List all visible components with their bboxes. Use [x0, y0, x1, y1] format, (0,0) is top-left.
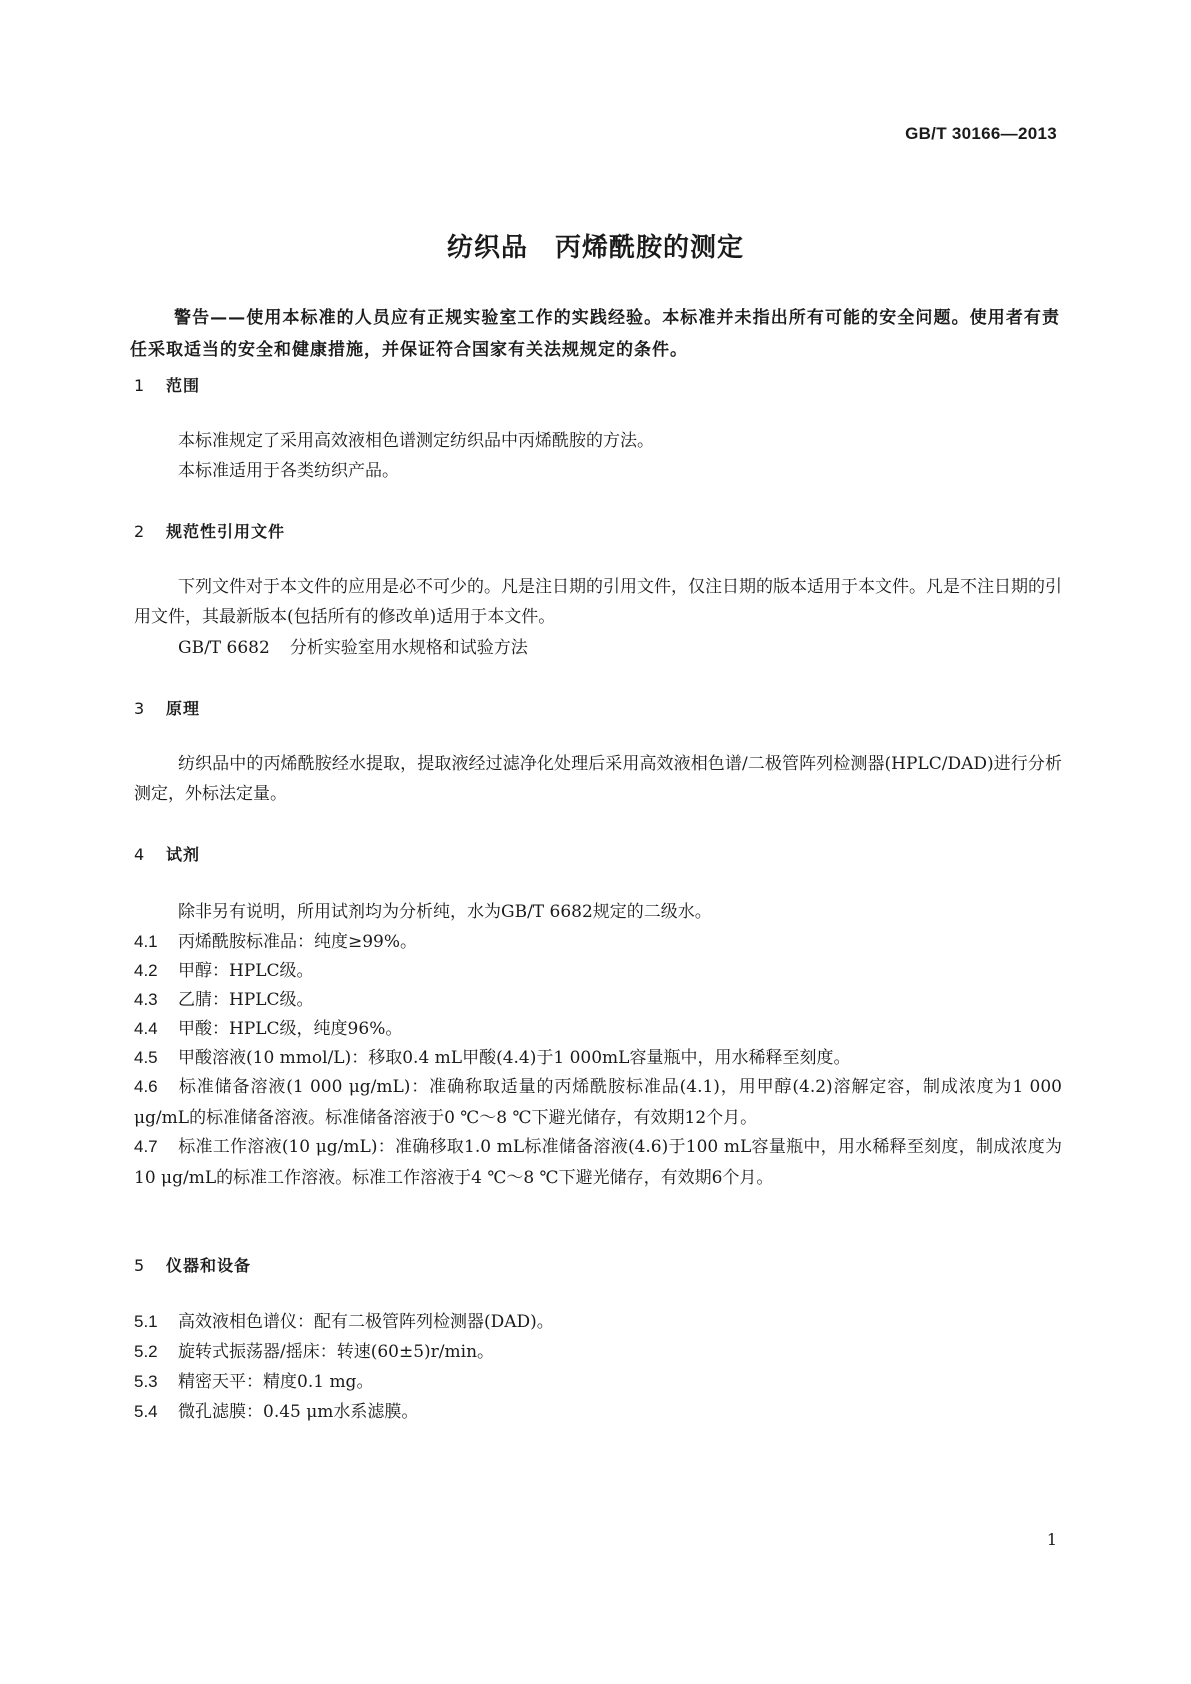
list-item	[134, 1306, 1062, 1338]
section-number: 1	[134, 376, 146, 395]
item-text: 高效液相色谱仪：配有二极管阵列检测器(DAD)。	[178, 1312, 554, 1332]
section-3-heading	[134, 696, 200, 719]
item-number: 4.7	[134, 1137, 158, 1156]
section-number: 3	[134, 699, 146, 718]
paragraph: 本标准规定了采用高效液相色谱测定纺织品中丙烯酰胺的方法。	[178, 431, 654, 451]
item-number: 4.6	[134, 1077, 158, 1096]
item-number: 5.4	[134, 1402, 158, 1421]
list-item	[134, 1336, 1062, 1368]
item-text: 精密天平：精度0.1 mg。	[178, 1372, 374, 1392]
section-title: 范围	[166, 376, 201, 395]
normative-reference	[178, 633, 528, 658]
list-item	[134, 955, 1062, 987]
section-2-heading	[134, 519, 285, 542]
reference-code: GB/T 6682	[178, 638, 270, 658]
section-5-heading	[134, 1253, 251, 1276]
reference-title: 分析实验室用水规格和试验方法	[289, 638, 528, 658]
section-4-heading	[134, 842, 200, 865]
paragraph: 本标准适用于各类纺织产品。	[178, 461, 399, 481]
item-text: 甲醇：HPLC级。	[178, 961, 314, 981]
list-item	[134, 984, 1062, 1016]
list-item	[134, 926, 1062, 958]
item-number: 5.3	[134, 1372, 158, 1391]
item-number: 4.4	[134, 1019, 158, 1038]
standard-code: GB/T 30166—2013	[905, 124, 1057, 143]
section-number: 4	[134, 845, 146, 864]
list-item	[134, 1071, 1062, 1134]
item-number: 5.2	[134, 1342, 158, 1361]
item-text: 标准储备溶液(1 000 μg/mL)：准确称取适量的丙烯酰胺标准品(4.1)，用甲醇(4.2)溶解定容，制成浓度为1 000 μg/mL的标准储备溶液。标准储备溶液于0 ℃～8 ℃下避光储存，有效期12个月。	[134, 1077, 1062, 1128]
item-text: 乙腈：HPLC级。	[178, 990, 314, 1010]
item-number: 4.3	[134, 990, 158, 1009]
item-text: 微孔滤膜：0.45 μm水系滤膜。	[178, 1402, 419, 1422]
list-item	[134, 1131, 1062, 1194]
section-title: 规范性引用文件	[166, 522, 286, 541]
item-number: 4.1	[134, 932, 158, 951]
item-text: 甲酸溶液(10 mmol/L)：移取0.4 mL甲酸(4.4)于1 000mL容量瓶中，用水稀释至刻度。	[178, 1048, 851, 1068]
list-item	[134, 1013, 1062, 1045]
item-number: 4.2	[134, 961, 158, 980]
section-title: 试剂	[166, 845, 201, 864]
page-number: 1	[1046, 1530, 1057, 1549]
paragraph: 纺织品中的丙烯酰胺经水提取，提取液经过滤净化处理后采用高效液相色谱/二极管阵列检测器(HPLC/DAD)进行分析测定，外标法定量。	[134, 754, 1062, 804]
section-1-heading	[134, 373, 200, 396]
list-item	[134, 1042, 1062, 1074]
document-title: 纺织品 丙烯酰胺的测定	[446, 233, 744, 263]
section-title: 仪器和设备	[166, 1256, 252, 1275]
paragraph: 除非另有说明，所用试剂均为分析纯，水为GB/T 6682规定的二级水。	[178, 902, 712, 922]
list-item	[134, 1366, 1062, 1398]
warning-paragraph: 警告——使用本标准的人员应有正规实验室工作的实践经验。本标准并未指出所有可能的安全问题。使用者有责任采取适当的安全和健康措施，并保证符合国家有关法规规定的条件。	[130, 308, 1060, 360]
section-number: 2	[134, 522, 146, 541]
list-item	[134, 1396, 1062, 1428]
item-number: 4.5	[134, 1048, 158, 1067]
item-text: 丙烯酰胺标准品：纯度≥99%。	[178, 932, 418, 952]
paragraph: 下列文件对于本文件的应用是必不可少的。凡是注日期的引用文件，仅注日期的版本适用于本文件。凡是不注日期的引用文件，其最新版本(包括所有的修改单)适用于本文件。	[134, 577, 1062, 627]
item-text: 甲酸：HPLC级，纯度96%。	[178, 1019, 403, 1039]
item-text: 旋转式振荡器/摇床：转速(60±5)r/min。	[178, 1342, 495, 1362]
item-number: 5.1	[134, 1312, 158, 1331]
section-title: 原理	[166, 699, 201, 718]
item-text: 标准工作溶液(10 μg/mL)：准确移取1.0 mL标准储备溶液(4.6)于100 mL容量瓶中，用水稀释至刻度，制成浓度为10 μg/mL的标准工作溶液。标准工作溶液于4 ℃～8 ℃下避光储存，有效期6个月。	[134, 1137, 1062, 1188]
section-number: 5	[134, 1256, 146, 1275]
